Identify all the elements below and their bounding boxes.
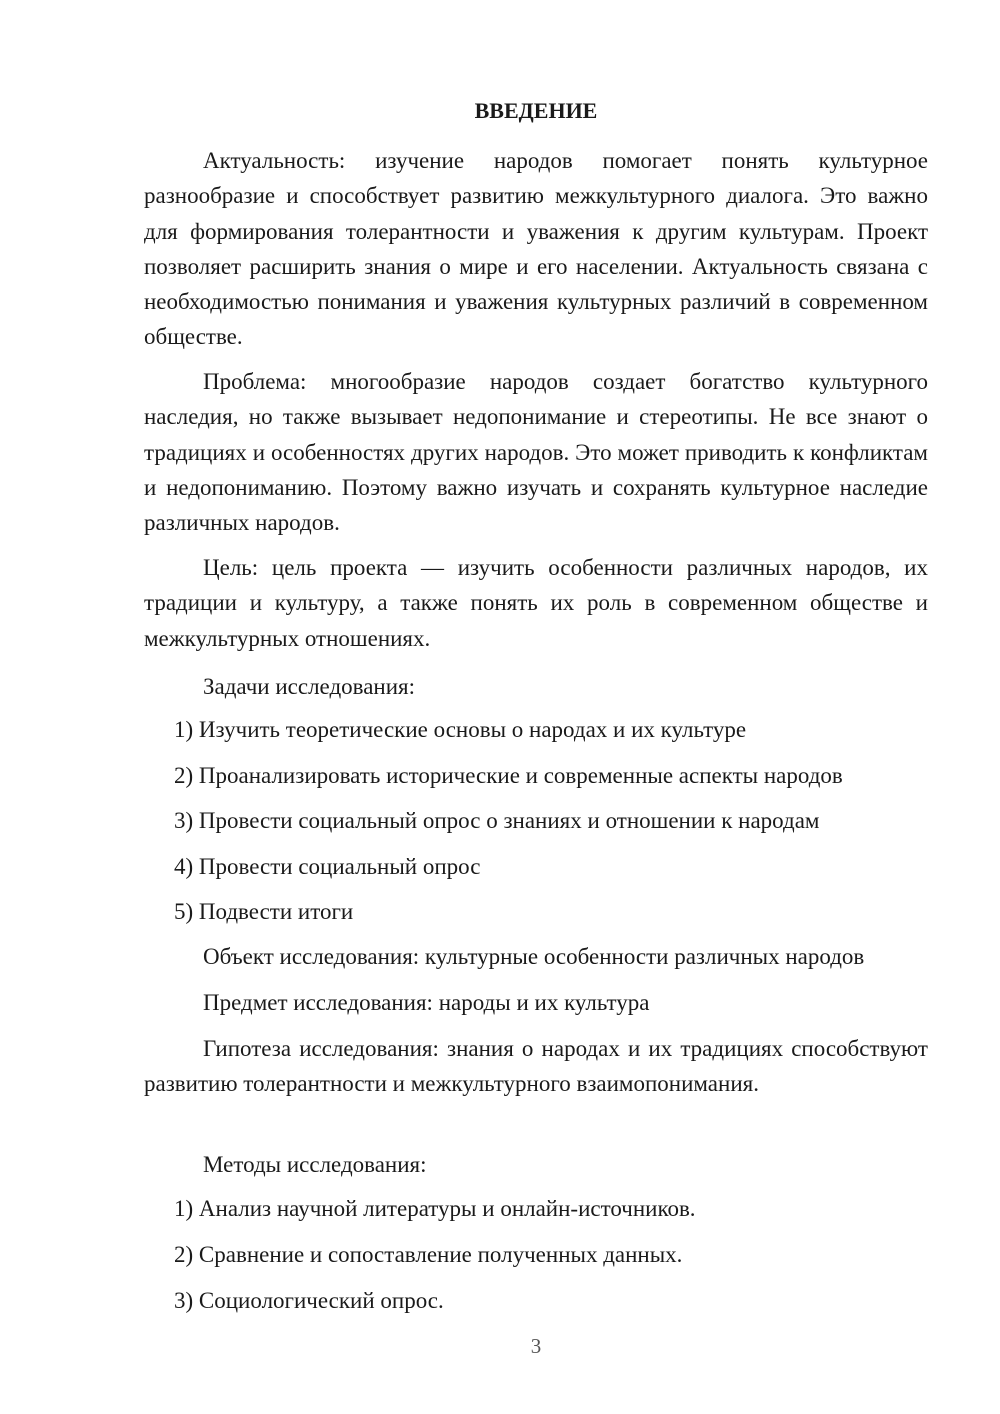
method-item: 3) Социологический опрос. bbox=[174, 1288, 444, 1313]
section-title: ВВЕДЕНИЕ bbox=[474, 98, 598, 123]
problem-paragraph bbox=[144, 364, 928, 540]
task-item: 3) Провести социальный опрос о знаниях и отношении к народам bbox=[174, 808, 820, 833]
relevance-paragraph bbox=[144, 143, 928, 355]
method-item: 2) Сравнение и сопоставление полученных данных. bbox=[174, 1242, 683, 1267]
methods-list bbox=[144, 1191, 928, 1329]
subject-block bbox=[144, 985, 928, 1020]
goal-text: Цель: цель проекта — изучить особенности различных народов, их традиции и культуру, а также понять их роль в современном обществе и межкультурных отношениях. bbox=[144, 555, 928, 651]
goal-paragraph bbox=[144, 550, 928, 656]
methods-heading: Методы исследования: bbox=[203, 1152, 427, 1177]
tasks-list bbox=[144, 712, 928, 940]
task-item: 2) Проанализировать исторические и современные аспекты народов bbox=[174, 762, 843, 788]
subject-text: Предмет исследования: народы и их культура bbox=[203, 990, 650, 1015]
relevance-text: Актуальность: изучение народов помогает понять культурное разнообразие и способствует развитию межкультурного диалога. Это важно для формирования толерантности и уважения к другим культурам. Проект позволяет расширить знания о мире и его населении. Актуальность связана с необходимостью понимания и уважения культурных различий в современном обществе. bbox=[144, 148, 928, 350]
object-text: Объект исследования: культурные особенности различных народов bbox=[203, 944, 865, 969]
task-item: 5) Подвести итоги bbox=[174, 899, 354, 924]
object-block bbox=[144, 939, 928, 974]
task-item: 1) Изучить теоретические основы о народах и их культуре bbox=[174, 717, 747, 742]
page-number: 3 bbox=[530, 1334, 542, 1358]
task-item: 4) Провести социальный опрос bbox=[174, 853, 481, 879]
methods-heading-block bbox=[144, 1147, 928, 1182]
hypothesis-text: Гипотеза исследования: знания о народах и их традициях способствуют развитию толерантности и межкультурного взаимопонимания. bbox=[144, 1036, 928, 1097]
tasks-heading: Задачи исследования: bbox=[203, 674, 416, 699]
hypothesis-paragraph bbox=[144, 1031, 928, 1102]
method-item: 1) Анализ научной литературы и онлайн-источников. bbox=[174, 1196, 696, 1221]
tasks-heading-block bbox=[144, 669, 928, 704]
problem-text: Проблема: многообразие народов создает богатство культурного наследия, но также вызывает недопонимание и стереотипы. Не все знают о традициях и особенностях других народов. Это может приводить к конфликтам и недопониманию. Поэтому важно изучать и сохранять культурное наследие различных народов. bbox=[144, 369, 928, 536]
